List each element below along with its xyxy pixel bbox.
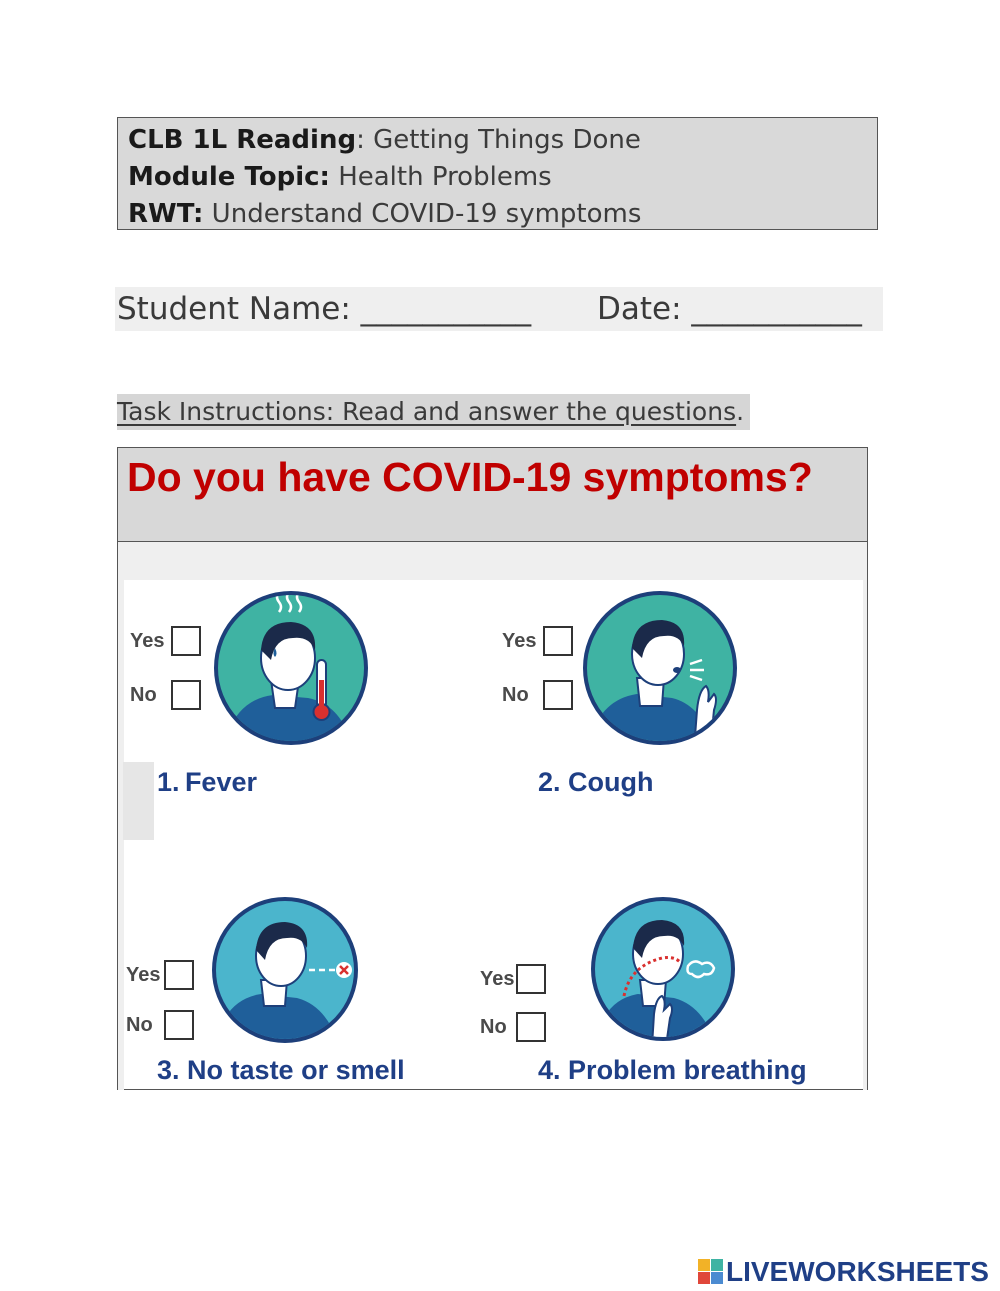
item-label-no-taste: 3. No taste or smell <box>157 1055 405 1085</box>
yes-label: Yes <box>126 964 161 986</box>
grey-band <box>118 542 867 580</box>
header-line-rwt: RWT: Understand COVID-19 symptoms <box>128 199 642 229</box>
no-label: No <box>480 1016 507 1038</box>
taste-no-checkbox[interactable] <box>164 1010 194 1040</box>
fever-yes-checkbox[interactable] <box>171 626 201 656</box>
item-label-fever: 1. Fever <box>157 767 257 797</box>
grey-tab <box>123 762 154 840</box>
symptoms-table <box>117 447 868 1090</box>
grey-right <box>863 580 867 1090</box>
liveworksheets-logo[interactable] <box>698 1256 989 1288</box>
task-instructions: Task Instructions: Read and answer the questions. <box>117 394 750 430</box>
taste-yes-checkbox[interactable] <box>164 960 194 990</box>
breathing-yes-checkbox[interactable] <box>516 964 546 994</box>
question-title: Do you have COVID-19 symptoms? <box>127 454 813 500</box>
student-name-field[interactable]: Student Name: ___________ <box>117 291 532 327</box>
header-box <box>117 117 878 230</box>
yes-label: Yes <box>480 968 515 990</box>
cough-no-checkbox[interactable] <box>543 680 573 710</box>
no-label: No <box>130 684 157 706</box>
no-taste-illustration-icon <box>211 896 359 1044</box>
date-field[interactable]: Date: ___________ <box>597 291 862 327</box>
liveworksheets-logo-text: LIVEWORKSHEETS <box>726 1256 989 1287</box>
header-line-module: Module Topic: Health Problems <box>128 162 552 192</box>
fever-illustration-icon <box>213 590 369 746</box>
breathing-illustration-icon <box>590 896 736 1042</box>
breathing-no-checkbox[interactable] <box>516 1012 546 1042</box>
item-label-cough: 2. Cough <box>538 767 654 797</box>
cough-yes-checkbox[interactable] <box>543 626 573 656</box>
yes-label: Yes <box>502 630 537 652</box>
liveworksheets-logo-icon <box>698 1259 724 1285</box>
fever-no-checkbox[interactable] <box>171 680 201 710</box>
header-line-reading: CLB 1L Reading: Getting Things Done <box>128 125 641 155</box>
no-label: No <box>126 1014 153 1036</box>
cough-illustration-icon <box>582 590 738 746</box>
no-label: No <box>502 684 529 706</box>
item-label-breathing: 4. Problem breathing <box>538 1055 807 1085</box>
yes-label: Yes <box>130 630 165 652</box>
